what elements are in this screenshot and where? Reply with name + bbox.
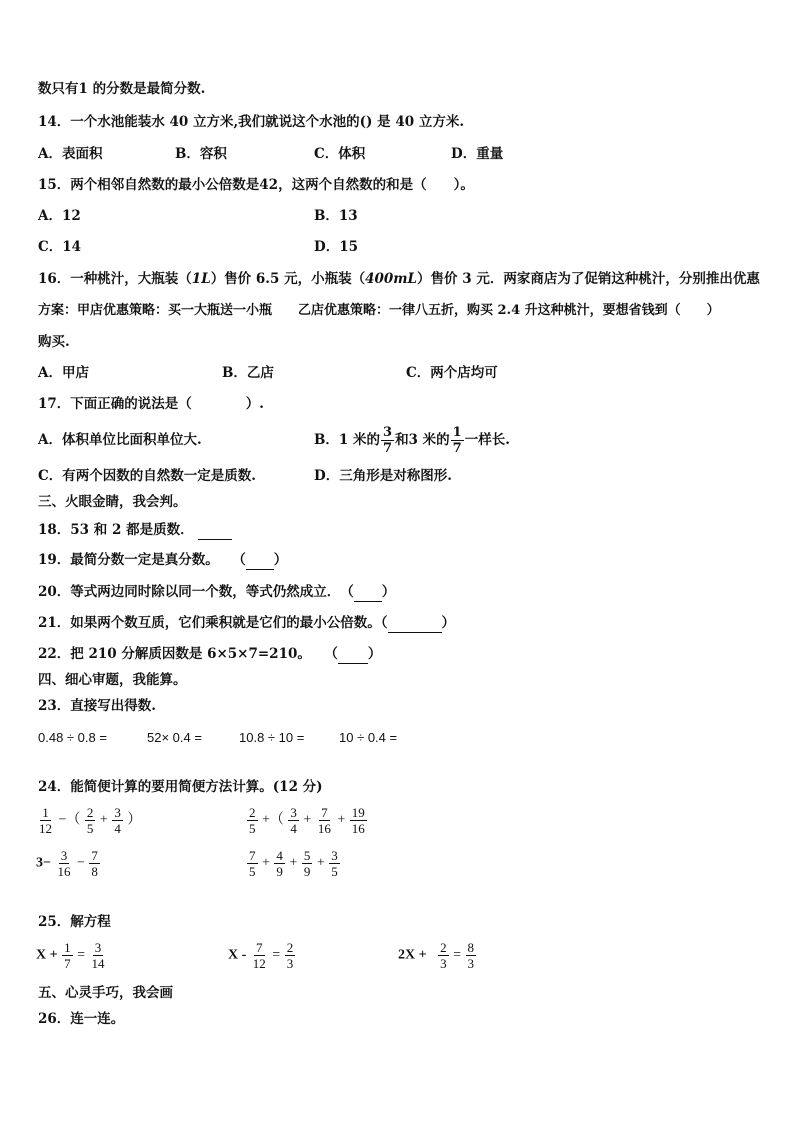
question-18: 18．53 和 2 都是质数． xyxy=(38,521,232,540)
fraction: $\frac{3}{7}$ xyxy=(383,425,393,456)
q15-option-c[interactable]: C．14 xyxy=(38,239,82,255)
question-25: 25．解方程 xyxy=(38,914,111,930)
equation-3: 2X + $\frac{2}{3}$ = $\frac{8}{3}$ xyxy=(398,940,474,971)
calc-item: 0.48 ÷ 0.8 = xyxy=(38,730,107,745)
q17-option-b[interactable]: B．1 米的 $\frac{3}{7}$ 和3 米的 $\frac{1}{7}$ 一样长. xyxy=(314,425,510,456)
q15-option-d[interactable]: D．15 xyxy=(314,239,358,255)
fraction: $\frac{3}{14}$ xyxy=(91,940,105,971)
q17-option-a[interactable]: A．体积单位比面积单位大. xyxy=(38,432,202,448)
fraction: $\frac{2}{5}$ xyxy=(249,805,256,836)
equation-1: X + $\frac{1}{7}$ = $\frac{3}{14}$ xyxy=(36,940,105,971)
question-16-line3: 购买. xyxy=(38,334,70,350)
fraction: $\frac{7}{5}$ xyxy=(249,848,256,879)
fraction: $\frac{7}{12}$ xyxy=(252,940,266,971)
fraction: $\frac{7}{8}$ xyxy=(91,848,98,879)
q16-option-b[interactable]: B．乙店 xyxy=(222,365,274,381)
fraction: $\frac{2}{3}$ xyxy=(440,940,447,971)
question-24: 24．能简便计算的要用简便方法计算。(12 分) xyxy=(38,779,323,795)
q14-option-a[interactable]: A．表面积 xyxy=(38,146,103,162)
section-3-heading: 三、火眼金睛，我会判。 xyxy=(38,494,187,510)
fraction: $\frac{2}{5}$ xyxy=(86,805,94,836)
q15-option-a[interactable]: A．12 xyxy=(38,208,81,224)
question-21: 21．如果两个数互质，它们乘积就是它们的最小公倍数。（ ） xyxy=(38,615,456,631)
calc-item: 52× 0.4 = xyxy=(147,730,202,745)
fraction: $\frac{3}{5}$ xyxy=(331,848,338,879)
continued-text: 数只有1 的分数是最简分数. xyxy=(38,81,206,97)
question-19: 19．最简分数一定是真分数。 （ ） xyxy=(38,552,288,568)
fraction: $\frac{1}{7}$ xyxy=(64,940,71,971)
q16-option-c[interactable]: C．两个店均可 xyxy=(406,365,498,381)
answer-blank[interactable] xyxy=(354,583,382,602)
question-22: 22．把 210 分解质因数是 6×5×7=210。 （ ） xyxy=(38,646,382,662)
fraction: $\frac{3}{4}$ xyxy=(114,805,121,836)
q14-option-b[interactable]: B．容积 xyxy=(175,146,227,162)
calc-item: 10.8 ÷ 10 = xyxy=(239,730,305,745)
fraction: $\frac{4}{9}$ xyxy=(276,848,283,879)
fraction: $\frac{3}{16}$ xyxy=(57,848,71,879)
fraction: $\frac{1}{7}$ xyxy=(452,425,462,456)
section-4-heading: 四、细心审题，我能算。 xyxy=(38,672,187,688)
q14-option-d[interactable]: D．重量 xyxy=(451,146,504,162)
expression-1: $\frac{1}{12}$ −（ $\frac{2}{5}$ + $\frac{3}{4}$ ） xyxy=(39,805,142,836)
expression-4: $\frac{7}{5}$ + $\frac{4}{9}$ + $\frac{5}{9}$ + $\frac{3}{5}$ xyxy=(249,848,338,879)
question-16-line2: 方案：甲店优惠策略：买一大瓶送一小瓶 乙店优惠策略：一律八五折，购买 2.4 升这种桃汁，要想省钱到（ ） xyxy=(38,303,720,318)
question-14: 14．一个水池能装水 40 立方米,我们就说这个水池的() 是 40 立方米. xyxy=(38,114,465,130)
q17-option-d[interactable]: D．三角形是对称图形. xyxy=(314,468,452,484)
fraction: $\frac{19}{16}$ xyxy=(351,805,365,836)
fraction: $\frac{8}{3}$ xyxy=(467,940,474,971)
calc-item: 10 ÷ 0.4 = xyxy=(339,730,398,745)
fraction: $\frac{1}{12}$ xyxy=(39,805,52,836)
q16-option-a[interactable]: A．甲店 xyxy=(38,365,89,381)
answer-blank[interactable] xyxy=(198,521,232,540)
expression-2: 3− $\frac{3}{16}$ − $\frac{7}{8}$ xyxy=(36,848,98,879)
q15-option-b[interactable]: B．13 xyxy=(314,208,358,224)
question-26: 26．连一连。 xyxy=(38,1011,125,1027)
fraction: $\frac{2}{3}$ xyxy=(286,940,294,971)
q17-option-c[interactable]: C．有两个因数的自然数一定是质数. xyxy=(38,468,256,484)
question-23: 23．直接写出得数. xyxy=(38,698,156,714)
equation-2: X - $\frac{7}{12}$ = $\frac{2}{3}$ xyxy=(228,940,294,971)
fraction: $\frac{7}{16}$ xyxy=(317,805,331,836)
answer-blank[interactable] xyxy=(246,551,274,570)
question-17: 17．下面正确的说法是（ ）. xyxy=(38,396,264,412)
section-5-heading: 五、心灵手巧，我会画 xyxy=(38,985,173,1001)
q14-option-c[interactable]: C．体积 xyxy=(314,146,366,162)
question-16-line1: 16．一种桃汁，大瓶装（1L）售价 6.5 元，小瓶装（400mL）售价 3 元．两家商店为了促销这种桃汁，分别推出优惠 xyxy=(38,271,760,287)
question-20: 20．等式两边同时除以同一个数，等式仍然成立． （ ） xyxy=(38,584,396,600)
answer-blank[interactable] xyxy=(338,645,368,664)
fraction: $\frac{3}{4}$ xyxy=(290,805,297,836)
expression-3: $\frac{2}{5}$ +（ $\frac{3}{4}$ + $\frac{7}{16}$ + $\frac{19}{16}$ xyxy=(249,805,365,836)
question-15: 15．两个相邻自然数的最小公倍数是42，这两个自然数的和是（ ）。 xyxy=(38,177,474,193)
answer-blank[interactable] xyxy=(388,614,442,633)
fraction: $\frac{5}{9}$ xyxy=(303,848,311,879)
